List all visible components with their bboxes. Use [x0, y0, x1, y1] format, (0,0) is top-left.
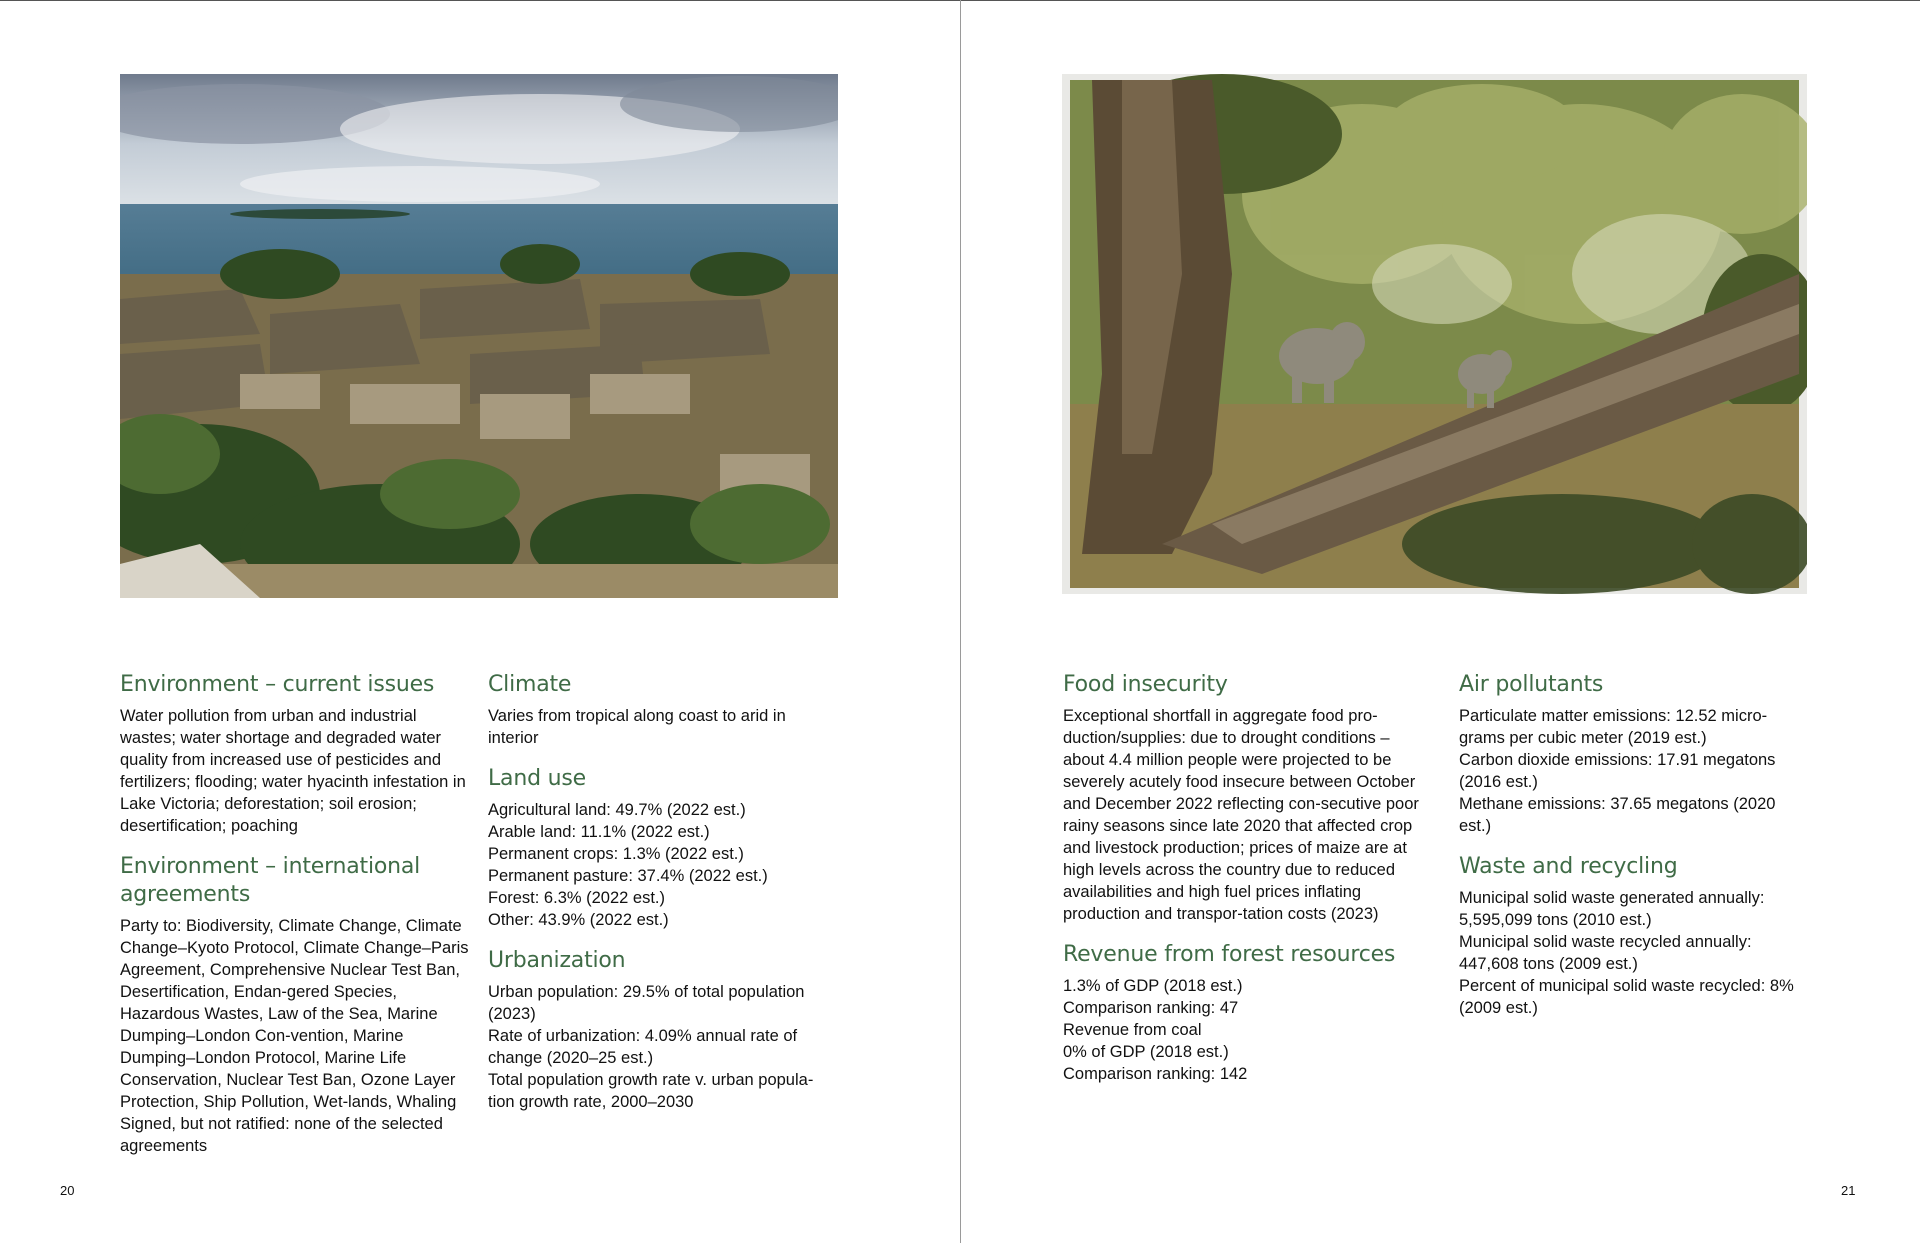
section-urbanization [488, 947, 838, 1113]
section-heading: Climate [488, 672, 572, 697]
section-body: Exceptional shortfall in aggregate food pro-duction/supplies: due to drought conditions – about 4.4 million people were projected to be severely acutely food insecure between October and December 2022 reflecting con-secutive poor rainy seasons since late 2020 that affected crop and livestock production; prices of maize are at high levels across the country due to reduced availabilities and high fuel prices inflating production and transpor-tation costs (2023) [1063, 707, 1419, 923]
right-column-1 [1063, 671, 1435, 1101]
section-heading: Environment – current issues [120, 672, 435, 697]
section-body: Water pollution from urban and industrial wastes; water shortage and degraded water quality from increased use of pesticides and fertilizers; flooding; water hyacinth infestation in Lake Victoria; deforestation; soil erosion; desertification; poaching [120, 707, 466, 835]
section-body: Party to: Biodiversity, Climate Change, Climate Change–Kyoto Protocol, Climate Change–Paris Agreement, Comprehensive Nuclear Test Ban, Desertification, Endan-gered Species, Hazardous Wastes, Law of the Sea, Marine Dumping–London Con-vention, Marine Dumping–London Protocol, Marine Life Conservation, Nuclear Test Ban, Ozone Layer Protection, Ship Pollution, Wet-lands, Whaling Signed, but not ratified: none of the selected agreements [120, 917, 469, 1155]
section-waste-and-recycling [1459, 853, 1809, 1019]
left-column-1 [120, 671, 470, 1173]
coastal-village-photo-icon [120, 74, 838, 598]
section-environment-current-issues [120, 671, 470, 837]
section-body: Municipal solid waste generated annually: 5,595,099 tons (2010 est.) Municipal solid waste recycled annually: 447,608 tons (2009 est.) Percent of municipal solid waste recycled: 8% (2009 est.) [1459, 889, 1794, 1017]
section-environment-international-agreements [120, 853, 470, 1157]
section-heading: Air pollutants [1459, 672, 1604, 697]
section-air-pollutants [1459, 671, 1809, 837]
page-right [961, 0, 1920, 1243]
section-body: Particulate matter emissions: 12.52 micro-grams per cubic meter (2019 est.) Carbon dioxide emissions: 17.91 megatons (2016 est.) Methane emissions: 37.65 megatons (2020 est.) [1459, 707, 1776, 835]
section-heading: Revenue from forest resources [1063, 942, 1396, 967]
left-column-2 [488, 671, 838, 1129]
section-body: 1.3% of GDP (2018 est.) Comparison ranking: 47 Revenue from coal 0% of GDP (2018 est.) Comparison ranking: 142 [1063, 977, 1248, 1083]
section-heading: Urbanization [488, 948, 626, 973]
section-revenue-from-forest-resources [1063, 941, 1435, 1085]
section-food-insecurity [1063, 671, 1435, 925]
section-heading: Waste and recycling [1459, 854, 1678, 879]
section-climate [488, 671, 838, 749]
right-column-2 [1459, 671, 1809, 1035]
section-heading: Land use [488, 766, 586, 791]
page-number: 20 [60, 1183, 75, 1198]
section-body: Varies from tropical along coast to arid in interior [488, 707, 786, 747]
section-heading: Food insecurity [1063, 672, 1228, 697]
page-number: 21 [1841, 1183, 1856, 1198]
section-body: Urban population: 29.5% of total population (2023) Rate of urbanization: 4.09% annual rate of change (2020–25 est.) Total population growth rate v. urban popula-tion growth rate, 2000–2030 [488, 983, 814, 1111]
section-body: Agricultural land: 49.7% (2022 est.) Arable land: 11.1% (2022 est.) Permanent crops: 1.3% (2022 est.) Permanent pasture: 37.4% (2022 est.) Forest: 6.3% (2022 est.) Other: 43.9% (2022 est.) [488, 801, 768, 929]
section-heading: Environment – international agreements [120, 854, 421, 907]
elephants-under-acacia-photo-icon [1062, 74, 1807, 594]
section-land-use [488, 765, 838, 931]
